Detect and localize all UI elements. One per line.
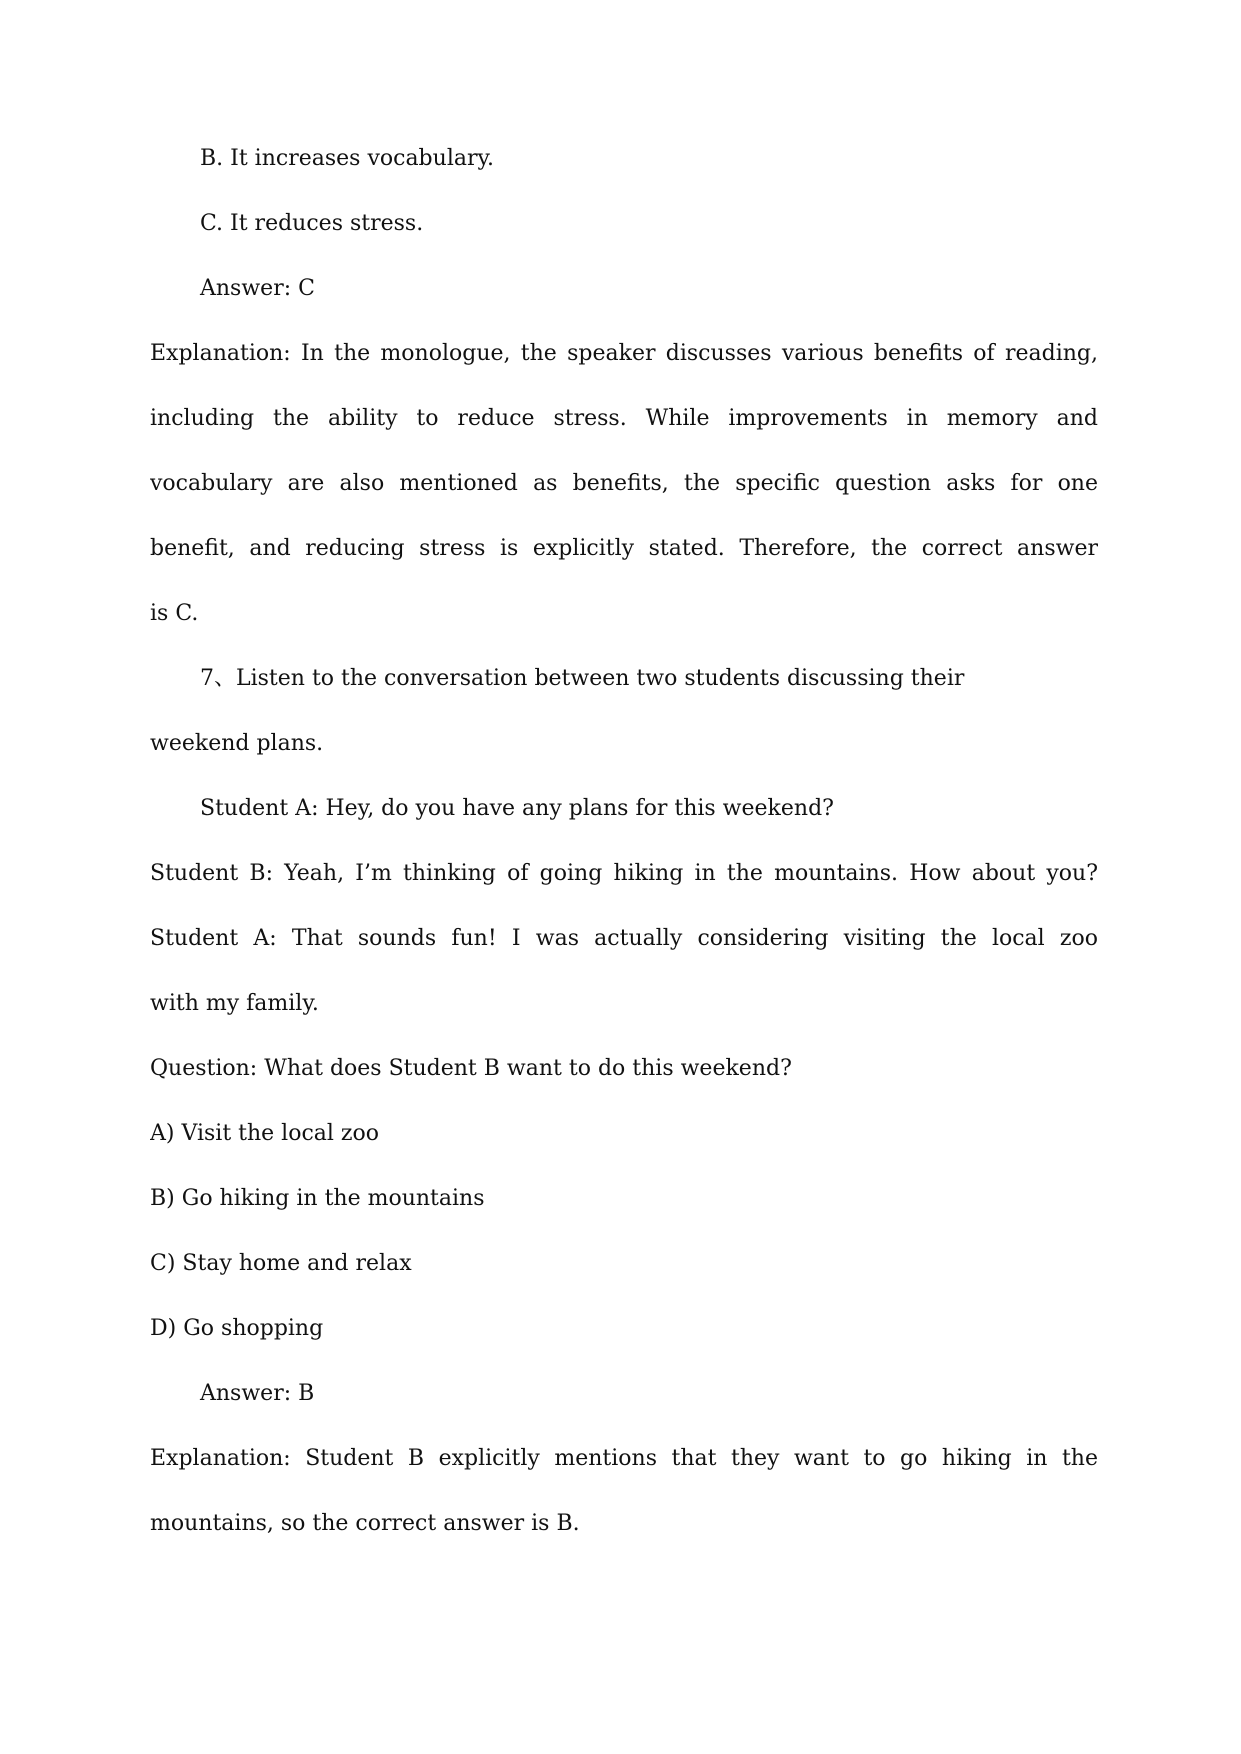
q7-dialogue-line: Student A: Hey, do you have any plans for this weekend? bbox=[200, 796, 834, 821]
q6-option-c: C. It reduces stress. bbox=[200, 211, 424, 236]
q7-question: Question: What does Student B want to do this weekend? bbox=[150, 1056, 792, 1081]
q7-explanation-line: mountains, so the correct answer is B. bbox=[150, 1511, 580, 1536]
q6-explanation-line: is C. bbox=[150, 601, 199, 626]
q6-explanation-line: vocabulary are also mentioned as benefits, the specific question asks for one bbox=[150, 471, 1098, 496]
q7-explanation-line: Explanation: Student B explicitly mentions that they want to go hiking in the bbox=[150, 1446, 1098, 1471]
q7-option: A) Visit the local zoo bbox=[150, 1121, 380, 1146]
q7-prompt-line: 7、Listen to the conversation between two students discussing their bbox=[200, 666, 965, 691]
q7-dialogue-line: with my family. bbox=[150, 991, 319, 1016]
q7-answer: Answer: B bbox=[200, 1381, 315, 1406]
q7-dialogue-line: Student B: Yeah, I’m thinking of going hiking in the mountains. How about you? bbox=[150, 861, 1098, 886]
document-body bbox=[150, 139, 1098, 1569]
q6-option-b: B. It increases vocabulary. bbox=[200, 146, 494, 171]
q7-option: C) Stay home and relax bbox=[150, 1251, 412, 1276]
q6-explanation-line: including the ability to reduce stress. While improvements in memory and bbox=[150, 406, 1098, 431]
q6-explanation-line: Explanation: In the monologue, the speaker discusses various benefits of reading, bbox=[150, 341, 1098, 366]
q6-explanation-line: benefit, and reducing stress is explicitly stated. Therefore, the correct answer bbox=[150, 536, 1098, 561]
q7-option: B) Go hiking in the mountains bbox=[150, 1186, 485, 1211]
q7-dialogue-line: Student A: That sounds fun! I was actually considering visiting the local zoo bbox=[150, 926, 1098, 951]
q7-option: D) Go shopping bbox=[150, 1316, 324, 1341]
q7-prompt-line: weekend plans. bbox=[150, 731, 324, 756]
q6-answer: Answer: C bbox=[200, 276, 315, 301]
